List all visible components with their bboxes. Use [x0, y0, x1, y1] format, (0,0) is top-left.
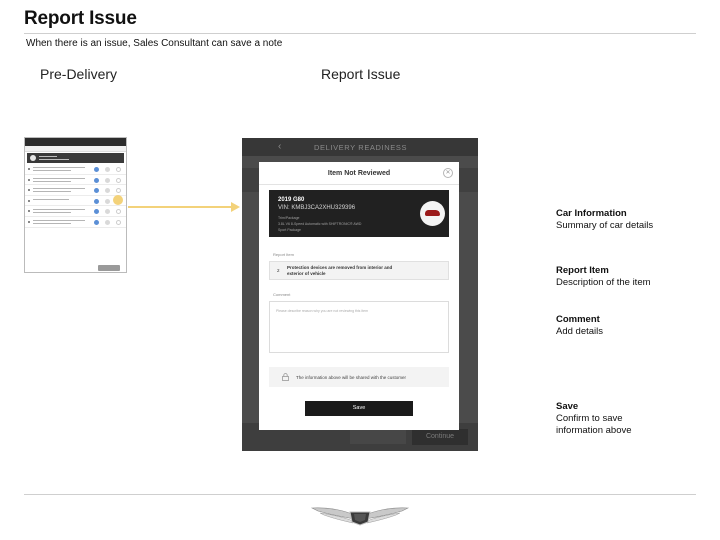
close-icon[interactable]: ✕ — [443, 168, 453, 178]
annotation-car-information — [556, 208, 653, 232]
report-item-label: Report Item — [273, 252, 294, 257]
continue-button[interactable]: Continue — [412, 429, 468, 445]
car-package: Sport Package — [278, 228, 301, 232]
annotation-comment — [556, 314, 603, 338]
annotation-title: Comment — [556, 314, 600, 325]
save-button[interactable]: Save — [305, 401, 413, 416]
comment-label: Comment — [273, 292, 291, 297]
annotation-description: Confirm to save information above — [556, 413, 632, 436]
car-image — [420, 201, 445, 226]
modal-divider — [259, 184, 459, 185]
car-model: 2019 G80 — [278, 197, 305, 203]
annotation-save — [556, 401, 656, 437]
thumbnail-next-button — [98, 265, 120, 271]
annotation-description: Add details — [556, 326, 604, 337]
car-information-card — [269, 190, 449, 237]
thumbnail-checklist-row — [25, 206, 126, 217]
tablet-header-title: DELIVERY READINESS — [314, 143, 408, 152]
report-item-box — [269, 261, 449, 280]
item-not-reviewed-modal — [259, 162, 459, 430]
thumbnail-checklist-row-highlighted — [25, 196, 126, 207]
annotation-title: Report Item — [556, 265, 609, 276]
tablet-header — [242, 138, 478, 156]
modal-title: Item Not Reviewed — [327, 170, 391, 177]
back-chevron-icon[interactable]: ‹ — [278, 141, 282, 152]
brand-wings-logo-icon — [310, 502, 410, 528]
comment-placeholder: Please describe reason why you are not reviewing this item — [276, 309, 369, 313]
page-title: Report Issue — [24, 8, 137, 29]
report-issue-heading: Report Issue — [321, 66, 401, 82]
title-divider — [24, 33, 696, 34]
page-subtitle: When there is an issue, Sales Consultant can save a note — [26, 38, 283, 49]
car-description: 3.8L V6 8-Speed Automatic with SHIFTRONIC® AWD — [278, 222, 362, 226]
car-trim-label: Trim/Package — [278, 216, 300, 220]
annotation-title: Save — [556, 401, 579, 412]
pre-delivery-screenshot — [24, 137, 127, 273]
annotation-report-item — [556, 265, 651, 289]
thumbnail-car-summary — [27, 153, 124, 163]
car-vin: VIN: KMBJ3CA2XHU329396 — [278, 205, 356, 211]
share-notice — [269, 367, 449, 387]
comment-textarea[interactable] — [269, 301, 449, 353]
thumbnail-checklist-row — [25, 185, 126, 196]
annotation-description: Summary of car details — [556, 220, 654, 231]
annotation-title: Car Information — [556, 208, 627, 219]
report-item-number: 2 — [277, 268, 280, 273]
thumbnail-header — [25, 138, 126, 146]
thumbnail-checklist-row — [25, 175, 126, 186]
report-item-text: Protection devices are removed from interior and exterior of vehicle — [287, 265, 393, 276]
thumbnail-tabs — [25, 146, 126, 152]
thumbnail-checklist-row — [25, 217, 126, 228]
lock-icon — [282, 373, 289, 381]
pre-delivery-heading: Pre-Delivery — [40, 66, 118, 82]
footer-divider — [24, 494, 696, 495]
thumbnail-checklist-row — [25, 164, 126, 175]
share-notice-text: The information above will be shared with the customer — [296, 375, 407, 380]
flow-arrow-head — [231, 202, 240, 212]
flow-arrow — [128, 206, 232, 208]
annotation-description: Description of the item — [556, 277, 651, 288]
